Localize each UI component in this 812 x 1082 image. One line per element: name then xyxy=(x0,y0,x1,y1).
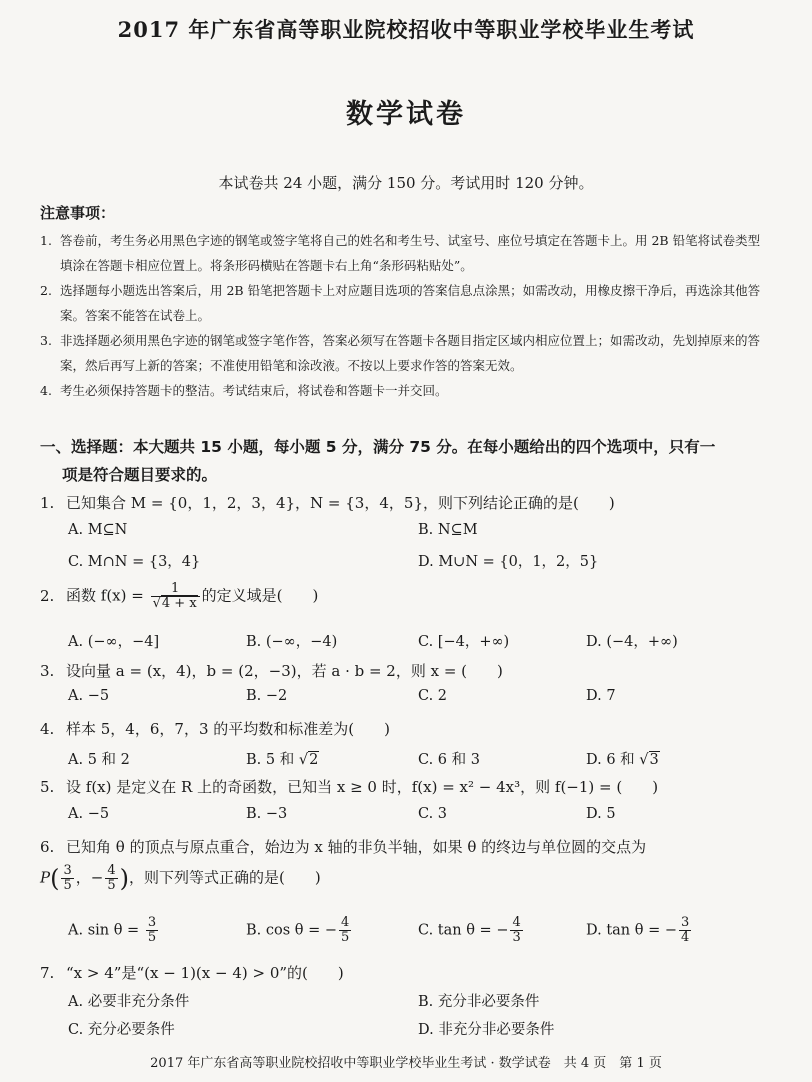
fraction-numerator: 3 xyxy=(63,863,72,878)
question-number: 4. xyxy=(40,720,55,738)
question-number: 3. xyxy=(40,662,55,680)
note-item xyxy=(40,378,770,403)
option-a: A. M⊆N xyxy=(68,522,128,538)
option-c: C. 3 xyxy=(418,806,448,822)
question-6 xyxy=(40,836,646,857)
option-a: A. −5 xyxy=(68,688,110,704)
option-a xyxy=(68,916,160,945)
option-d: D. 5 xyxy=(586,806,616,822)
question-6-point xyxy=(40,864,321,893)
option-d-prefix: D. 6 和 xyxy=(586,752,640,768)
section-heading xyxy=(40,433,770,489)
question-stem-post: ，则下列等式正确的是( ) xyxy=(128,868,321,887)
option-d xyxy=(586,916,693,945)
option-b-prefix: B. 5 和 xyxy=(246,752,299,768)
question-stem: 已知角 θ 的顶点与原点重合，始边为 x 轴的非负半轴，如果 θ 的终边与单位圆的交点为 xyxy=(66,838,647,856)
question-stem: 样本 5，4，6，7，3 的平均数和标准差为( ) xyxy=(66,720,390,738)
fraction xyxy=(339,916,351,945)
option-b-prefix: B. cos θ = − xyxy=(246,922,338,939)
question-7 xyxy=(40,962,344,983)
question-4 xyxy=(40,718,390,739)
exam-title: 2017 年广东省高等职业院校招收中等职业学校毕业生考试 xyxy=(117,17,695,42)
option-b: B. N⊆M xyxy=(418,522,478,538)
point-label: P xyxy=(40,868,51,887)
option-d: D. 7 xyxy=(586,688,616,704)
radicand: 3 xyxy=(649,752,659,768)
option-c: C. 充分必要条件 xyxy=(68,1022,175,1038)
question-number: 6. xyxy=(40,838,55,856)
fraction xyxy=(151,582,200,611)
option-b: B. −2 xyxy=(246,688,288,704)
fraction-denominator: √4 + x xyxy=(152,596,197,611)
fraction-numerator: 1 xyxy=(151,582,200,597)
fraction-numerator: 3 xyxy=(681,915,690,930)
question-3 xyxy=(40,660,503,681)
fraction-denominator: 5 xyxy=(107,878,116,893)
option-d: D. M∪N = {0，1，2，5} xyxy=(418,554,599,570)
question-number: 5. xyxy=(40,778,55,796)
note-text: 考生必须保持答题卡的整洁。考试结束后，将试卷和答题卡一并交回。 xyxy=(60,383,448,398)
note-text: 非选择题必须用黑色字迹的钢笔或签字笔作答，答案必须写在答题卡各题目指定区域内相应位置上；如需改动，先划掉原来的答案，然后再写上新的答案；不准使用铅笔和涂改液。不按以上要求作答的答案无效。 xyxy=(60,333,761,373)
question-stem-pre: 函数 f(x) = xyxy=(66,586,149,605)
note-number: 1. xyxy=(40,233,52,248)
option-b xyxy=(246,916,353,945)
option-b: B. (−∞，−4) xyxy=(246,634,338,650)
option-c xyxy=(418,916,525,945)
option-b: B. −3 xyxy=(246,806,288,822)
note-item xyxy=(40,278,770,328)
question-5 xyxy=(40,776,658,797)
note-number: 3. xyxy=(40,333,52,348)
fraction-numerator: 4 xyxy=(341,915,350,930)
question-stem-post: 的定义域是( ) xyxy=(201,586,319,605)
point-separator: ，− xyxy=(75,868,104,887)
fraction xyxy=(679,916,691,945)
radicand: 4 + x xyxy=(161,596,197,611)
fraction xyxy=(61,864,73,893)
radicand: 2 xyxy=(309,752,319,768)
note-item xyxy=(40,328,770,378)
paren-close: ) xyxy=(119,864,129,893)
paren-open: ( xyxy=(50,864,60,893)
fraction-numerator: 4 xyxy=(107,863,116,878)
question-stem: 已知集合 M = {0，1，2，3，4}，N = {3，4，5}，则下列结论正确的是( ) xyxy=(66,494,615,512)
option-b: B. 5 和 √2 xyxy=(246,752,319,768)
section-heading-line: 项是符合题目要求的。 xyxy=(62,466,218,484)
fraction xyxy=(510,916,522,945)
option-d: D. 非充分非必要条件 xyxy=(418,1022,555,1038)
fraction-denominator: 4 xyxy=(681,930,690,945)
note-text: 答卷前，考生务必用黑色字迹的钢笔或签字笔将自己的姓名和考生号、试室号、座位号填定在答题卡上。用 2B 铅笔将试卷类型填涂在答题卡相应位置上。将条形码横贴在答题卡右上角“条形码粘贴处”。 xyxy=(60,233,761,273)
question-number: 1. xyxy=(40,494,55,512)
question-stem: 设 f(x) 是定义在 R 上的奇函数，已知当 x ≥ 0 时，f(x) = x² − 4x³，则 f(−1) = ( ) xyxy=(66,778,659,796)
fraction-denominator: 5 xyxy=(147,930,157,945)
question-1 xyxy=(40,492,615,513)
note-item xyxy=(40,228,770,278)
option-c: C. 2 xyxy=(418,688,448,704)
notes-heading: 注意事项： xyxy=(40,204,116,222)
exam-intro: 本试卷共 24 小题，满分 150 分。考试用时 120 分钟。 xyxy=(218,174,594,192)
option-a: A. 必要非充分条件 xyxy=(68,994,190,1010)
option-b: B. 充分非必要条件 xyxy=(418,994,540,1010)
section-heading-line: 一、选择题：本大题共 15 小题，每小题 5 分，满分 75 分。在每小题给出的四个选项中，只有一 xyxy=(40,438,716,456)
fraction-denominator: 3 xyxy=(512,930,521,945)
option-c-prefix: C. tan θ = − xyxy=(418,922,509,939)
fraction-denominator: 5 xyxy=(341,930,350,945)
option-a-prefix: A. sin θ = xyxy=(68,922,144,939)
option-a: A. −5 xyxy=(68,806,110,822)
option-c: C. M∩N = {3，4} xyxy=(68,554,201,570)
option-a: A. 5 和 2 xyxy=(68,752,130,768)
option-c: C. [−4，+∞) xyxy=(418,634,510,650)
option-d-prefix: D. tan θ = − xyxy=(586,922,677,939)
page-footer: 2017 年广东省高等职业院校招收中等职业学校毕业生考试 · 数学试卷 共 4 页 第 1 页 xyxy=(150,1056,662,1071)
option-a: A. (−∞，−4] xyxy=(68,634,160,650)
question-number: 7. xyxy=(40,964,55,982)
question-stem: 设向量 a = (x，4)，b = (2，−3)，若 a · b = 2，则 x = ( ) xyxy=(66,662,503,680)
note-text: 选择题每小题选出答案后，用 2B 铅笔把答题卡上对应题目选项的答案信息点涂黑；如需改动，用橡皮擦干净后，再选涂其他答案。答案不能答在试卷上。 xyxy=(60,283,761,323)
option-c: C. 6 和 3 xyxy=(418,752,480,768)
question-number: 2. xyxy=(40,586,55,605)
fraction-denominator: 5 xyxy=(63,878,72,893)
paper-name: 数学试卷 xyxy=(346,99,466,130)
note-number: 2. xyxy=(40,283,52,298)
note-number: 4. xyxy=(40,383,52,398)
question-stem: “x > 4”是“(x − 1)(x − 4) > 0”的( ) xyxy=(66,964,344,982)
option-d: D. (−4，+∞) xyxy=(586,634,678,650)
question-2 xyxy=(40,582,318,611)
fraction-numerator: 3 xyxy=(147,915,157,930)
fraction xyxy=(105,864,117,893)
fraction xyxy=(146,916,158,945)
option-d: D. 6 和 √3 xyxy=(586,752,659,768)
fraction-numerator: 4 xyxy=(512,915,521,930)
